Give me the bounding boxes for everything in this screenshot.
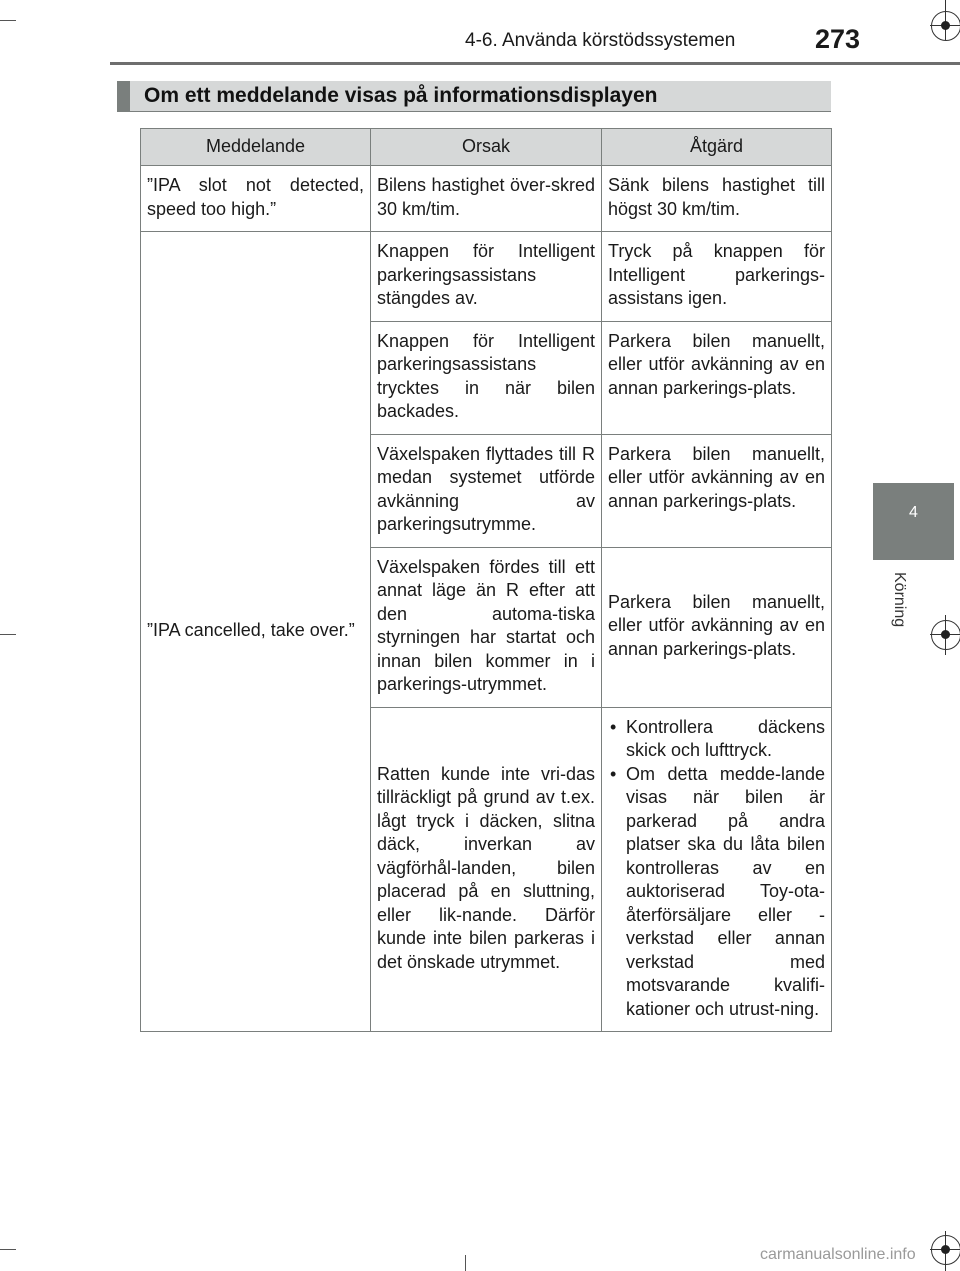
- action-cell: Parkera bilen manuellt, eller utför avkänning av en annan parkerings-plats.: [602, 321, 832, 434]
- table-row: [141, 232, 832, 322]
- page-number: 273: [815, 24, 861, 54]
- registration-mark-icon: [931, 620, 960, 650]
- cause-cell: Växelspaken fördes till ett annat läge än R efter att den automa-tiska styrningen har startat och innan bilen kommer in i parkerings-utrymmet.: [371, 547, 602, 707]
- column-header-message: Meddelande: [141, 129, 371, 166]
- crop-mark-bottom-center: [465, 1255, 466, 1271]
- action-cell: Parkera bilen manuellt, eller utför avkänning av en annan parkerings-plats.: [602, 434, 832, 547]
- table-header-row: [141, 129, 832, 166]
- cause-cell: Ratten kunde inte vri-das tillräckligt på grund av t.ex. lågt tryck i däcken, slitna däck, inverkan av vägförhål-landen, bilen placerad på en sluttning, eller lik-nande. Därför kunde inte bilen parkeras i det önskade utrymmet.: [371, 707, 602, 1032]
- bullet-item: • Om detta medde-lande visas när bilen är parkerad på andra platser ska du låta bilen kontrolleras av en auktoriserad Toy-ota-återförsäljare eller -verkstad eller annan verkstad med motsvarande kvalifi-kationer och utrust-ning.: [608, 763, 825, 1022]
- cause-cell: Knappen för Intelligent parkeringsassistans trycktes in när bilen backades.: [371, 321, 602, 434]
- message-cell: ”IPA cancelled, take over.”: [141, 232, 371, 1032]
- cause-cell: Växelspaken flyttades till R medan systemet utförde avkänning av parkeringsutrymme.: [371, 434, 602, 547]
- crop-mark-bottom-left: [0, 1249, 16, 1250]
- section-title: Om ett meddelande visas på informationsdisplayen: [144, 84, 658, 107]
- message-table: [140, 128, 832, 1032]
- action-cell: Sänk bilens hastighet till högst 30 km/tim.: [602, 166, 832, 232]
- registration-mark-icon: [931, 1235, 960, 1265]
- action-cell: [602, 707, 832, 1032]
- cause-cell: Bilens hastighet över-skred 30 km/tim.: [371, 166, 602, 232]
- chapter-label: Körning: [891, 572, 908, 628]
- action-bullet-list: [608, 716, 825, 1022]
- bullet-item: • Kontrollera däckens skick och lufttryck.: [608, 716, 825, 763]
- registration-mark-icon: [931, 11, 960, 41]
- chapter-tab: [873, 483, 954, 560]
- message-cell: ”IPA slot not detected, speed too high.”: [141, 166, 371, 232]
- section-heading-bar: [117, 81, 831, 111]
- watermark-text: carmanualsonline.info: [760, 1246, 916, 1263]
- header-section-title: 4-6. Använda körstödssystemen: [465, 30, 736, 51]
- cause-cell: Knappen för Intelligent parkeringsassistans stängdes av.: [371, 232, 602, 322]
- crop-mark-mid-left: [0, 634, 16, 635]
- chapter-number: 4: [909, 504, 918, 521]
- column-header-action: Åtgärd: [602, 129, 832, 166]
- table-row: [141, 166, 832, 232]
- header-rule: [110, 62, 960, 65]
- column-header-cause: Orsak: [371, 129, 602, 166]
- action-cell: Tryck på knappen för Intelligent parkerings-assistans igen.: [602, 232, 832, 322]
- section-heading-rule: [117, 111, 831, 112]
- action-cell: Parkera bilen manuellt, eller utför avkänning av en annan parkerings-plats.: [602, 547, 832, 707]
- crop-mark-top-left: [0, 20, 16, 21]
